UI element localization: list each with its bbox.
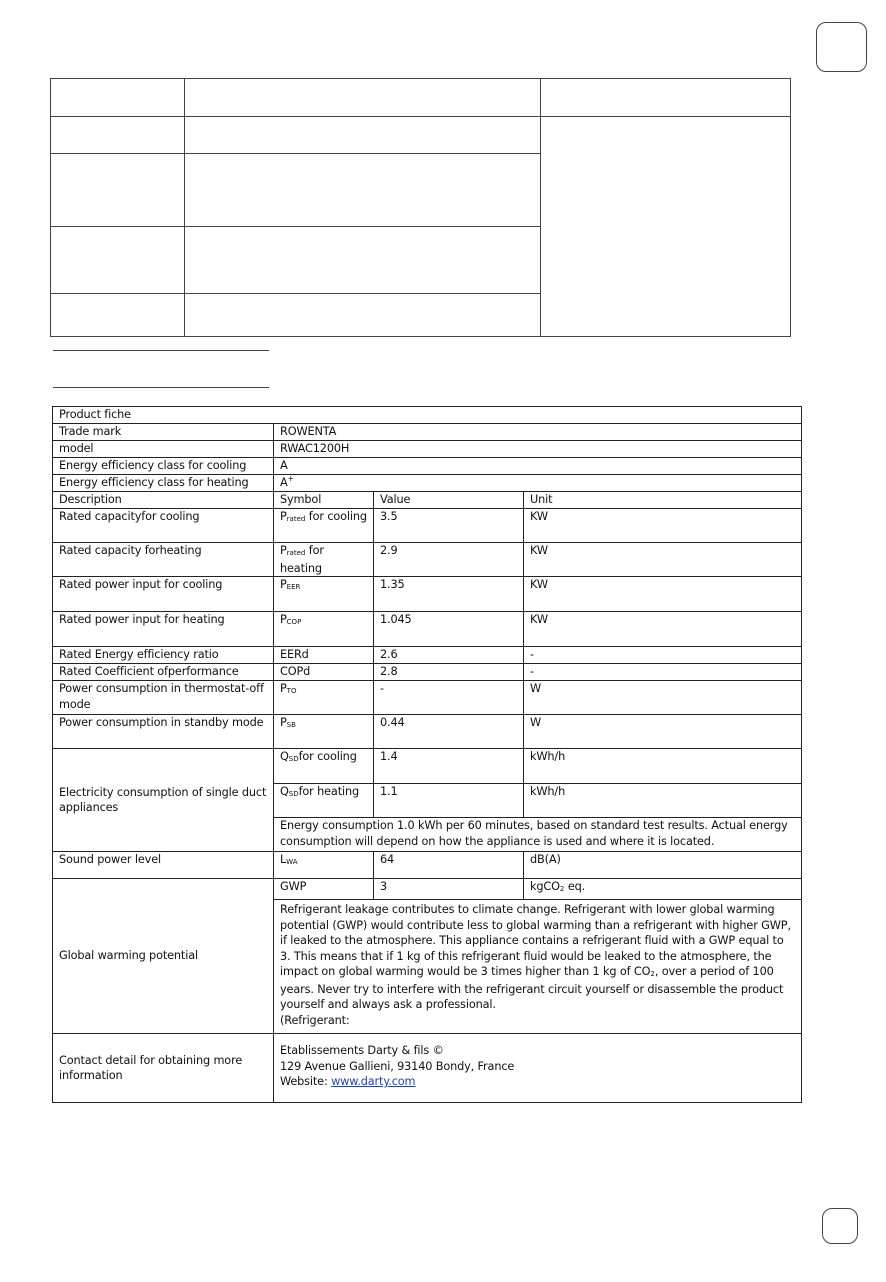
row-label: Rated Coefficient ofperformance bbox=[53, 664, 274, 681]
unit-cell: - bbox=[524, 664, 802, 681]
product-fiche-table bbox=[52, 406, 802, 1103]
symbol-cell: PEER bbox=[274, 577, 374, 612]
column-header: Unit bbox=[524, 492, 802, 509]
page-number-box bbox=[822, 1208, 858, 1244]
symbol-cell: PTO bbox=[274, 681, 374, 715]
unit-cell: kgCO2 eq. bbox=[524, 879, 802, 900]
table-row bbox=[53, 749, 802, 784]
value-cell: 2.6 bbox=[374, 647, 524, 664]
value-cell: - bbox=[374, 681, 524, 715]
unit-cell: W bbox=[524, 681, 802, 715]
symbol-cell: Prated for cooling bbox=[274, 509, 374, 543]
energy-note: Energy consumption 1.0 kWh per 60 minutes, based on standard test results. Actual energy consumption will depend on how the appliance is used and where it is located. bbox=[274, 818, 802, 852]
table-row bbox=[53, 543, 802, 577]
table-row bbox=[53, 612, 802, 647]
class-cooling-value: A bbox=[274, 458, 802, 475]
unit-cell: - bbox=[524, 647, 802, 664]
unit-cell: W bbox=[524, 715, 802, 749]
row-label: Energy efficiency class for heating bbox=[53, 475, 274, 492]
table-row bbox=[53, 681, 802, 715]
value-cell: 1.4 bbox=[374, 749, 524, 784]
symbol-cell: QSDfor cooling bbox=[274, 749, 374, 784]
blank-cell bbox=[185, 294, 541, 337]
blank-cell bbox=[51, 294, 185, 337]
value-cell: 2.9 bbox=[374, 543, 524, 577]
table-header-row bbox=[53, 492, 802, 509]
row-label: Power consumption in thermostat-off mode bbox=[53, 681, 274, 715]
table-row bbox=[53, 577, 802, 612]
blank-cell bbox=[51, 79, 185, 117]
blank-cell bbox=[51, 154, 185, 227]
blank-cell bbox=[185, 154, 541, 227]
column-header: Value bbox=[374, 492, 524, 509]
row-label: Power consumption in standby mode bbox=[53, 715, 274, 749]
trade-mark-value: ROWENTA bbox=[274, 424, 802, 441]
value-cell: 0.44 bbox=[374, 715, 524, 749]
row-label: Global warming potential bbox=[53, 879, 274, 1034]
table-row bbox=[53, 458, 802, 475]
blank-cell bbox=[541, 117, 791, 337]
row-label: Rated capacity forheating bbox=[53, 543, 274, 577]
divider-line bbox=[53, 350, 269, 351]
symbol-cell: PCOP bbox=[274, 612, 374, 647]
table-row bbox=[53, 647, 802, 664]
unit-cell: KW bbox=[524, 577, 802, 612]
symbol-cell: COPd bbox=[274, 664, 374, 681]
unit-cell: KW bbox=[524, 612, 802, 647]
row-label: Rated power input for heating bbox=[53, 612, 274, 647]
column-header: Symbol bbox=[274, 492, 374, 509]
column-header: Description bbox=[53, 492, 274, 509]
row-label: Rated capacityfor cooling bbox=[53, 509, 274, 543]
unit-cell: KW bbox=[524, 543, 802, 577]
table-row bbox=[53, 424, 802, 441]
symbol-cell: PSB bbox=[274, 715, 374, 749]
contact-website-line: Website: www.darty.com bbox=[280, 1075, 416, 1088]
unit-cell: KW bbox=[524, 509, 802, 543]
table-row bbox=[53, 441, 802, 458]
row-label: Electricity consumption of single duct appliances bbox=[53, 749, 274, 852]
blank-cell bbox=[185, 117, 541, 154]
row-label: Energy efficiency class for cooling bbox=[53, 458, 274, 475]
value-cell: 1.1 bbox=[374, 784, 524, 818]
website-link[interactable]: www.darty.com bbox=[331, 1075, 416, 1088]
unit-cell: kWh/h bbox=[524, 784, 802, 818]
table-row bbox=[53, 509, 802, 543]
contact-address: 129 Avenue Gallieni, 93140 Bondy, France bbox=[280, 1059, 515, 1073]
row-label: model bbox=[53, 441, 274, 458]
contact-details bbox=[274, 1034, 802, 1103]
gwp-explanation: Refrigerant leakage contributes to climate change. Refrigerant with lower global warming potential (GWP) would contribute less to global warming than a refrigerant with higher GWP, if leaked to the atmosphere. This appliance contains a refrigerant fluid with a GWP equal to 3. This means that if 1 kg of this refrigerant fluid would be leaked to the atmosphere, the impact on global warming would be 3 times higher than 1 kg of CO2, over a period of 100 years. Never try to interfere with the refrigerant circuit yourself or disassemble the product yourself and always ask a professional. (Refrigerant: bbox=[274, 900, 802, 1034]
class-heating-value: A+ bbox=[274, 475, 802, 492]
table-row bbox=[53, 664, 802, 681]
fiche-title: Product fiche bbox=[53, 407, 802, 424]
row-label: Rated power input for cooling bbox=[53, 577, 274, 612]
contact-company: Etablissements Darty & fils © bbox=[280, 1044, 444, 1057]
row-label: Contact detail for obtaining more information bbox=[53, 1034, 274, 1103]
blank-cell bbox=[185, 227, 541, 294]
value-cell: 3 bbox=[374, 879, 524, 900]
row-label: Trade mark bbox=[53, 424, 274, 441]
blank-cell bbox=[541, 79, 791, 117]
value-cell: 2.8 bbox=[374, 664, 524, 681]
model-value: RWAC1200H bbox=[274, 441, 802, 458]
divider-line bbox=[53, 387, 269, 388]
table-row bbox=[53, 475, 802, 492]
table-row bbox=[53, 879, 802, 900]
page-tab-marker-top bbox=[816, 22, 867, 72]
value-cell: 3.5 bbox=[374, 509, 524, 543]
value-cell: 1.045 bbox=[374, 612, 524, 647]
table-row bbox=[53, 1034, 802, 1103]
row-label: Rated Energy efficiency ratio bbox=[53, 647, 274, 664]
value-cell: 64 bbox=[374, 852, 524, 879]
blank-grid-table bbox=[50, 78, 791, 337]
symbol-cell: Prated for heating bbox=[274, 543, 374, 577]
blank-cell bbox=[51, 227, 185, 294]
table-row bbox=[53, 852, 802, 879]
symbol-cell: GWP bbox=[274, 879, 374, 900]
symbol-cell: LWA bbox=[274, 852, 374, 879]
value-cell: 1.35 bbox=[374, 577, 524, 612]
blank-cell bbox=[185, 79, 541, 117]
table-row bbox=[53, 715, 802, 749]
unit-cell: dB(A) bbox=[524, 852, 802, 879]
blank-cell bbox=[51, 117, 185, 154]
table-row bbox=[53, 407, 802, 424]
symbol-cell: QSDfor heating bbox=[274, 784, 374, 818]
unit-cell: kWh/h bbox=[524, 749, 802, 784]
symbol-cell: EERd bbox=[274, 647, 374, 664]
row-label: Sound power level bbox=[53, 852, 274, 879]
